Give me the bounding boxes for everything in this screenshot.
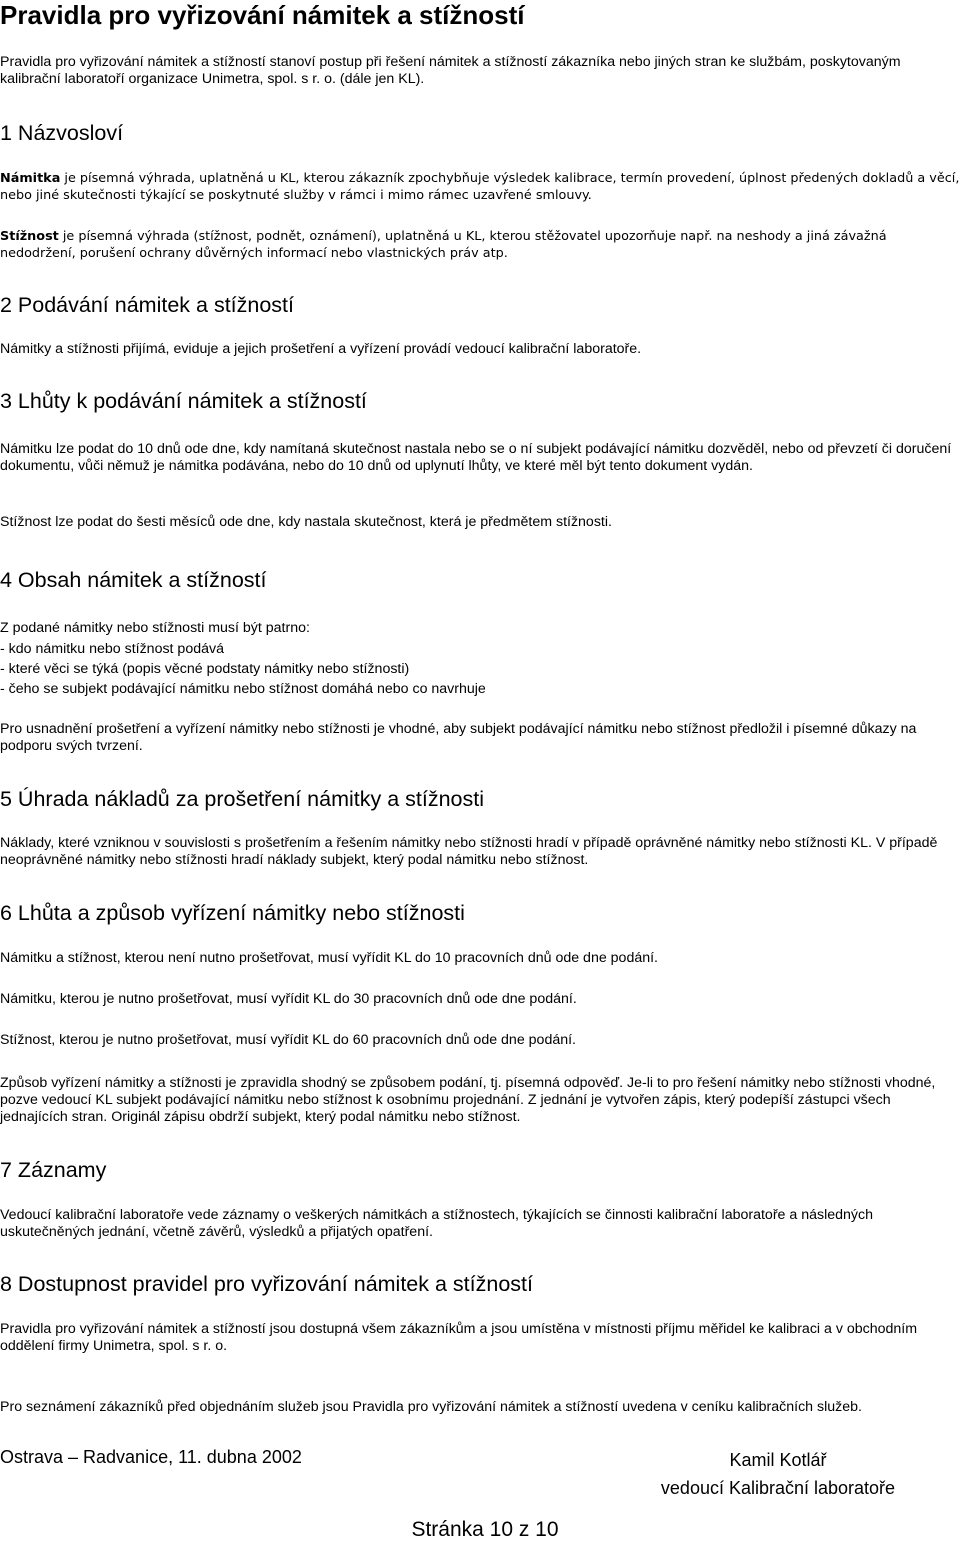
section-6-heading: 6 Lhůta a způsob vyřízení námitky nebo stížnosti [0,901,465,925]
section-6-paragraph-1: Námitku a stížnost, kterou není nutno prošetřovat, musí vyřídit KL do 10 pracovních dnů ode dne podání. [0,950,659,966]
section-4-lead: Z podané námitky nebo stížnosti musí být patrno: [0,620,310,636]
list-item: - které věci se týká (popis věcné podstaty námitky nebo stížnosti) [0,661,410,677]
section-8-heading: 8 Dostupnost pravidel pro vyřizování námitek a stížností [0,1272,533,1296]
section-5-paragraph-1: Náklady, které vzniknou v souvislosti s prošetřením a řešením námitky nebo stížnosti hradí v případě oprávněné námitky nebo stížnosti KL. V případě neoprávněné námitky nebo stížnosti hradí náklady subjekt, který podal námitku nebo stížnost. [0,835,938,868]
section-3-paragraph-2: Stížnost lze podat do šesti měsíců ode dne, kdy nastala skutečnost, která je předmětem stížnosti. [0,514,612,530]
section-7-heading: 7 Záznamy [0,1158,107,1182]
section-8-paragraph-1: Pravidla pro vyřizování námitek a stížností jsou dostupná všem zákazníkům a jsou umístěna v místnosti příjmu měřidel ke kalibraci a v obchodním oddělení firmy Unimetra, spol. s r. o. [0,1321,918,1354]
section-6-paragraph-4: Způsob vyřízení námitky a stížnosti je zpravidla shodný se způsobem podání, tj. písemná odpověď. Je-li to pro řešení námitky nebo stížnosti vhodné, pozve vedoucí KL subjekt podávající námitku nebo stížnost k osobnímu projednání. Z jednání je vytvořen zápis, který podepíší zástupci všech jednajících stran. Originál zápisu obdrží subjekt, který podal námitku nebo stížnost. [0,1075,936,1125]
signature-block [648,1446,908,1502]
definition-namitka: je písemná výhrada, uplatněná u KL, kterou zákazník zpochybňuje výsledek kalibrace, termín provedení, úplnost předených dokladů a věcí, nebo jiné skutečnosti týkající se poskytnuté služby v rámci i mimo rámec uzavřené smlouvy. [0,171,960,203]
definition-stiznost: je písemná výhrada (stížnost, podnět, oznámení), uplatněná u KL, kterou stěžovatel upozorňuje např. na neshody a jiná závažná nedodržení, porušení ochrany důvěrných informací nebo vlastnických práv atp. [0,229,887,261]
signatory-name: Kamil Kotlář [729,1450,827,1470]
page-number: Stránka 10 z 10 [411,1518,559,1541]
list-item: - čeho se subjekt podávající námitku nebo stížnost domáhá nebo co navrhuje [0,681,486,697]
signatory-title: vedoucí Kalibrační laboratoře [660,1478,896,1498]
section-6-paragraph-2: Námitku, kterou je nutno prošetřovat, musí vyřídit KL do 30 pracovních dnů ode dne podání. [0,991,577,1007]
section-1-paragraph-1 [0,170,960,204]
section-8-paragraph-2: Pro seznámení zákazníků před objednáním služeb jsou Pravidla pro vyřizování námitek a stížností uvedena v ceníku kalibračních služeb. [0,1399,862,1415]
section-3-heading: 3 Lhůty k podávání námitek a stížností [0,389,367,413]
list-item: - kdo námitku nebo stížnost podává [0,641,224,657]
section-6-paragraph-3: Stížnost, kterou je nutno prošetřovat, musí vyřídit KL do 60 pracovních dnů ode dne podání. [0,1032,576,1048]
term-namitka: Námitka [0,171,61,186]
place-and-date: Ostrava – Radvanice, 11. dubna 2002 [0,1447,302,1467]
section-2-paragraph-1: Námitky a stížnosti přijímá, eviduje a jejich prošetření a vyřízení provádí vedoucí kalibrační laboratoře. [0,341,642,357]
section-1-paragraph-2 [0,228,960,262]
section-7-paragraph-1: Vedoucí kalibrační laboratoře vede záznamy o veškerých námitkách a stížnostech, týkajících se činnosti kalibrační laboratoře a následných uskutečněných jednání, včetně závěrů, výsledků a přijatých opatření. [0,1207,873,1240]
section-4-heading: 4 Obsah námitek a stížností [0,568,267,592]
term-stiznost: Stížnost [0,229,59,244]
section-3-paragraph-1: Námitku lze podat do 10 dnů ode dne, kdy namítaná skutečnost nastala nebo se o ní subjekt podávající námitku dozvěděl, nebo od převzetí či doručení dokumentu, vůči němuž je námitka podávána, nebo do 10 dnů od uplynutí lhůty, ve které měl být tento dokument vydán. [0,441,952,474]
section-4-paragraph-2: Pro usnadnění prošetření a vyřízení námitky nebo stížnosti je vhodné, aby subjekt podávající námitku nebo stížnost předložil i písemné důkazy na podporu svých tvrzení. [0,721,917,754]
intro-paragraph: Pravidla pro vyřizování námitek a stížností stanoví postup při řešení námitek a stížností zákazníka nebo jiných stran ke službám, poskytovaným kalibrační laboratoří organizace Unimetra, spol. s r. o. (dále jen KL). [0,54,901,87]
section-1-heading: 1 Názvosloví [0,121,124,145]
section-2-heading: 2 Podávání námitek a stížností [0,293,294,317]
document-title: Pravidla pro vyřizování námitek a stížností [0,0,525,30]
section-5-heading: 5 Úhrada nákladů za prošetření námitky a stížnosti [0,787,485,811]
